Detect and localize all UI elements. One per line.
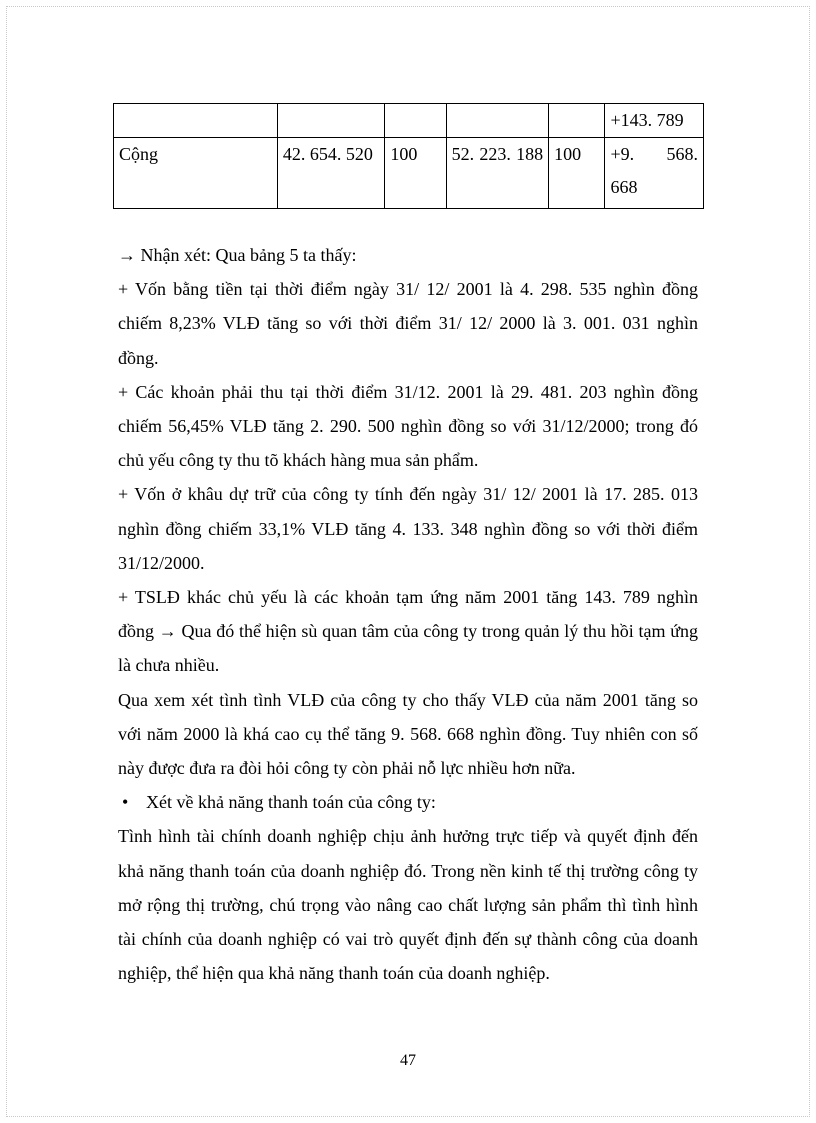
capital-table [113, 103, 704, 209]
bullet-text: Xét về khả năng thanh toán của công ty: [146, 792, 436, 813]
table-cell [446, 104, 549, 138]
table-cell: 42. 654. 520 [277, 138, 385, 209]
table-cell [277, 104, 385, 138]
table-row-total [114, 138, 704, 209]
table-row [114, 104, 704, 138]
table-cell: 100 [385, 138, 446, 209]
table-cell: 100 [549, 138, 605, 209]
paragraph: + TSLĐ khác chủ yếu là các khoản tạm ứng năm 2001 tăng 143. 789 nghìn đồng → Qua đó thể hiện sù quan tâm của công ty trong quản lý thu hồi tạm ứng là chưa nhiều. [118, 587, 698, 676]
table-cell [385, 104, 446, 138]
paragraph: Qua xem xét tình tình VLĐ của công ty cho thấy VLĐ của năm 2001 tăng so với năm 2000 là khá cao cụ thể tăng 9. 568. 668 nghìn đồng. Tuy nhiên con số này được đưa ra đòi hỏi công ty còn phải nỗ lực nhiều hơn nữa. [118, 689, 698, 779]
page-number: 47 [400, 1052, 416, 1069]
total-label-cell: Cộng [114, 138, 278, 209]
table-cell [114, 104, 278, 138]
body-text [118, 238, 698, 990]
bullet-icon: • [122, 792, 129, 813]
table-cell [446, 138, 549, 209]
cell-value: +9. 568. 668 [610, 144, 698, 197]
paragraph: + Các khoản phải thu tại thời điểm 31/12. 2001 là 29. 481. 203 nghìn đồng chiếm 56,45% VLĐ tăng 2. 290. 500 nghìn đồng so với 31/12/2000; trong đó chủ yếu công ty thu tõ khách hàng mua sản phẩm. [118, 381, 698, 471]
bullet-item [118, 785, 698, 819]
paragraph: + Vốn bằng tiền tại thời điểm ngày 31/ 12/ 2001 là 4. 298. 535 nghìn đồng chiếm 8,23% VLĐ tăng so với thời điểm 31/ 12/ 2000 là 3. 001. 031 nghìn đồng. [118, 279, 698, 368]
table-cell: +143. 789 [605, 104, 704, 138]
paragraph: + Vốn ở khâu dự trữ của công ty tính đến ngày 31/ 12/ 2001 là 17. 285. 013 nghìn đồng chiếm 33,1% VLĐ tăng 4. 133. 348 nghìn đồng so với thời điểm 31/12/2000. [118, 484, 698, 573]
cell-value: 52. 223. 188 [451, 144, 544, 164]
table-cell [605, 138, 704, 209]
paragraph: → Nhận xét: Qua bảng 5 ta thấy: [118, 245, 357, 265]
table-cell [549, 104, 605, 138]
paragraph: Tình hình tài chính doanh nghiệp chịu ảnh hưởng trực tiếp và quyết định đến khả năng thanh toán của doanh nghiệp đó. Trong nền kinh tế thị trường công ty mở rộng thị trường, chú trọng vào nâng cao chất lượng sản phẩm thì tình hình tài chính của doanh nghiệp có vai trò quyết định đến sự thành công của doanh nghiệp, thể hiện qua khả năng thanh toán của doanh nghiệp. [118, 826, 698, 984]
